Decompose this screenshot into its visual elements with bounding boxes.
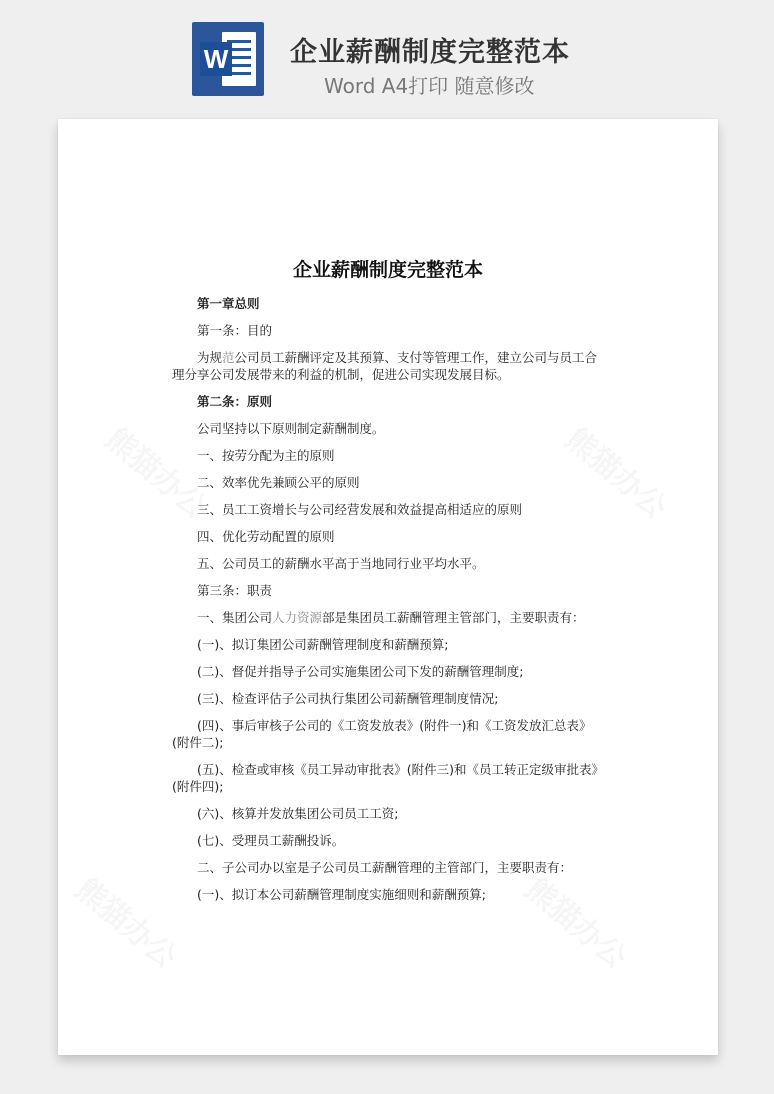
paragraph: 二、效率优先兼顾公平的原则 (197, 475, 360, 490)
paragraph: (七)、受理员工薪酬投诉。 (197, 833, 345, 848)
word-icon-letter: W (200, 42, 232, 76)
paragraph: 二、子公司办以室是子公司员工薪酬管理的主管部门，主要职责有： (197, 860, 573, 875)
paragraph (172, 609, 602, 626)
paragraph: 公司坚持以下原则制定薪酬制度。 (197, 421, 385, 436)
paragraph: (一)、拟订本公司薪酬管理制度实施细则和薪酬预算; (197, 887, 486, 902)
word-icon (192, 22, 264, 96)
paragraph-text: 人力资源 (272, 610, 323, 625)
paragraph (172, 349, 602, 383)
document-body (172, 295, 602, 903)
paragraph: 第一章总则 (197, 296, 260, 311)
document-page (58, 119, 718, 1055)
paragraph: (一)、拟订集团公司薪酬管理制度和薪酬预算; (197, 637, 449, 652)
paragraph: 三、员工工资增长与公司经营发展和效益提高相适应的原则 (197, 502, 523, 517)
header-title: 企业薪酬制度完整范本 (290, 37, 570, 68)
paragraph: 第二条：原则 (197, 394, 273, 409)
paragraph: (二)、督促并指导子公司实施集团公司下发的薪酬管理制度; (197, 664, 524, 679)
paragraph: 一、按劳分配为主的原则 (197, 448, 335, 463)
paragraph-text: 为规 (197, 350, 223, 365)
paragraph-text: 范 (222, 350, 235, 365)
paragraph: 第一条：目的 (197, 323, 273, 338)
paragraph: (六)、核算并发放集团公司员工工资; (197, 806, 399, 821)
document-title: 企业薪酬制度完整范本 (292, 259, 483, 281)
paragraph: (三)、检查评估子公司执行集团公司薪酬管理制度情况; (197, 691, 499, 706)
watermark: 熊猫办公 (98, 421, 213, 526)
watermark: 熊猫办公 (518, 871, 633, 976)
header-banner (0, 0, 774, 118)
paragraph-text: 公司员工薪酬评定及其预算、支付等管理工作，建立公司与员工合理分享公司发展带来的利益的机制，促进公司实现发展目标。 (172, 350, 598, 382)
watermark: 熊猫办公 (558, 421, 673, 526)
paragraph: 五、公司员工的薪酬水平高于当地同行业平均水平。 (197, 556, 485, 571)
paragraph: (五)、检查或审核《员工异动审批表》(附件三)和《员工转正定级审批表》(附件四); (172, 762, 598, 794)
paragraph: 第三条：职责 (197, 583, 273, 598)
paragraph: (四)、事后审核子公司的《工资发放表》(附件一)和《工资发放汇总表》(附件二); (172, 718, 592, 750)
watermark: 熊猫办公 (68, 871, 183, 976)
paragraph-text: 一、集团公司 (197, 610, 273, 625)
paragraph: 四、优化劳动配置的原则 (197, 529, 335, 544)
paragraph-text: 部是集团员工薪酬管理主管部门，主要职责有： (322, 610, 585, 625)
header-subtitle: Word A4打印 随意修改 (324, 74, 535, 98)
